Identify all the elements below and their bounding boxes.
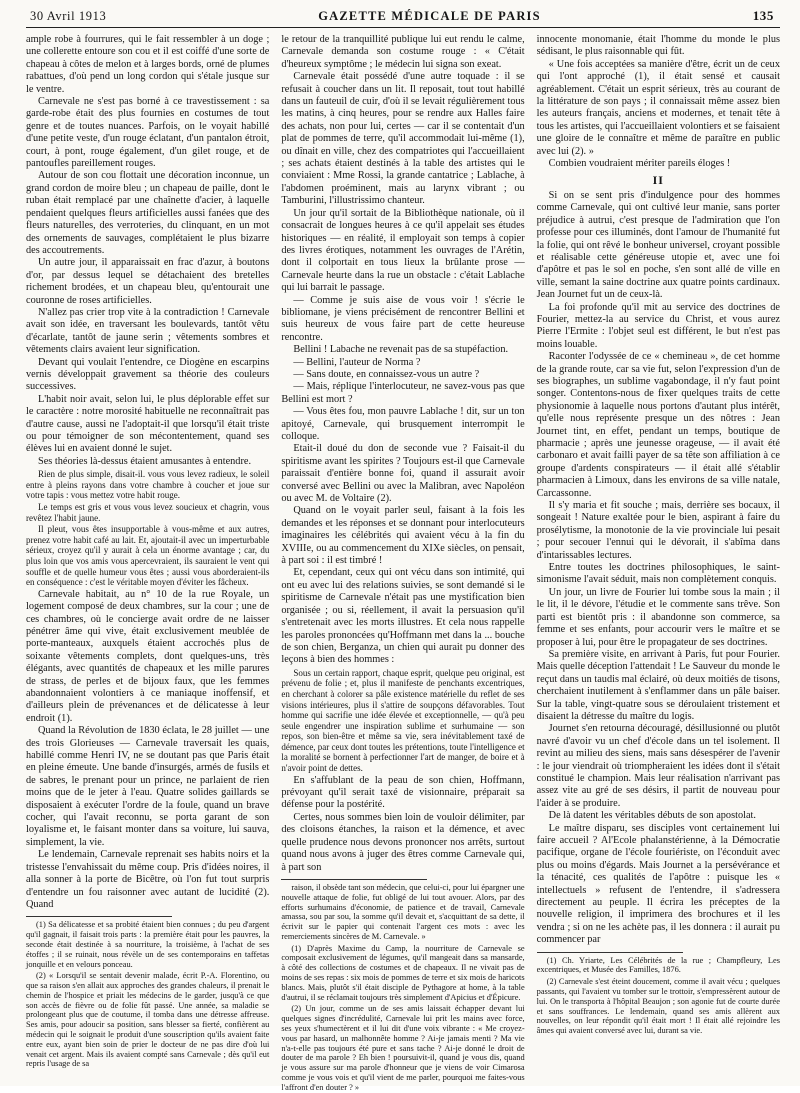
footnote: (2) Un jour, comme un de ses amis laissait échapper devant lui quelques signes d'incrédulité, Carnevale lui prit les mains avec force, ses yeux s'humectèrent et il lui dit d'une voix vibrante : « Me croyez-vous par hasard, un malhonnête homme ? Ai-je jamais menti ? Ma vie n'a-t-elle pas toujours été pure et sans tache ? Ai-je donné le droit de douter de ma parole ? Eh bien ! poursuivit-il, quand je vous dis, quand je vous assure sur ma parole d'honneur que je viens de voir Cimarosa comme je vous vois et qu'il vient de me parler, pourquoi me faites-vous l'affront d'en douter ? » (281, 1004, 525, 1092)
footnote-divider (537, 952, 683, 953)
dialogue-line: — Bellini, l'auteur de Norma ? (293, 356, 421, 368)
footnote: (2) « Lorsqu'il se sentait devenir malade, écrit P.-A. Florentino, ou que sa raison s'en allait aux approches des grandes chaleurs, il prenait le chemin de l'hospice et priait les médecins de le garder, jusqu'à ce que son accès de fièvre ou de folie fût passé. Une année, sa maladie se prolongeant plus que de coutume, il tomba dans une détresse affreuse. Ses amis, pour adoucir sa position, sans blesser sa fierté, confièrent au médecin qui le soignait le produit d'une souscription qu'ils avaient faite entre eux, ayant bien soin de prier le docteur de ne pas dire d'où lui venait cet argent. Mais ils avaient compté sans Carnevale ; dès qu'il eut repris l'usage de sa (26, 971, 270, 1069)
paragraph: De là datent les véritables débuts de son apostolat. (548, 810, 756, 822)
paragraph: La foi profonde qu'il mit au service des doctrines de Fourier, mettez-la au service du Christ, et vous aurez Pierre l'Ermite : l'objet seul est différent, le but n'est pas moins louable. (536, 301, 780, 350)
paragraph: Combien voudraient mériter pareils éloges ! (548, 158, 731, 170)
journal-title: GAZETTE MÉDICALE DE PARIS (318, 9, 541, 23)
column-1 (26, 34, 269, 1086)
footnote-divider (281, 879, 427, 880)
paragraph: Un autre jour, il apparaissait en frac d'azur, à boutons d'or, par dessus lequel se détachaient des bretelles richement brodées, et un chapeau bleu, qu'entourait une couronne de roses artificielles. (26, 257, 270, 306)
column-2 (281, 34, 525, 1092)
paragraph: Un jour, un livre de Fourier lui tombe sous la main ; il le lit, il le dévore, l'étudie et le commente sans trêve. Son parti est bientôt pris : il abandonne son commerce, sa femme et ses enfants, pour accourir vers le maître et se proposer à lui, pour être le propagateur de ses doctrines. (536, 586, 780, 648)
paragraph: Ses théories là-dessus étaient amusantes à entendre. (38, 455, 252, 467)
paragraph: le retour de la tranquillité publique lui eut rendu le calme, Carnevale demanda son costume rouge : « C'était d'heureux symptôme ; le médecin lui signa son exeat. (281, 34, 525, 70)
paragraph: Et, cependant, ceux qui ont vécu dans son intimité, qui ont eu avec lui des relations suivies, se sont demandé si le spiritisme de Carnevale n'était pas une mystification bien organisée ; ou si, réellement, il avait la persuasion qu'il s'entretenait avec les morts illustres. Et cela nous rappelle les paroles prononcées qu'Hoffmann met dans la ... bouche de son chien, Berganza, un chien qui aurait pu donner des leçons à bien des hommes : (281, 567, 525, 666)
paragraph: — Comme je suis aise de vous voir ! s'écrie le bibliomane, je viens précisément de rencontrer Bellini et suis heureux de vous faire part de cette heureuse rencontre. (281, 294, 525, 343)
paragraph: En s'affublant de la peau de son chien, Hoffmann, prévoyant qu'il serait taxé de visionnaire, préparait sa défense pour la postérité. (281, 774, 525, 811)
paragraph: Entre toutes les doctrines philosophiques, le saint-simonisme l'avait séduit, mais non complètement conquis. (536, 562, 780, 586)
quoted-text: Rien de plus simple, disait-il. vous vous levez radieux, le soleil entre à pleins rayons dans votre chambre à coucher et joue sur votre tapis : vous mettez votre habit rouge. (26, 469, 270, 501)
paragraph: Journet s'en retourna découragé, désillusionné ou plutôt navré d'avoir vu un chef d'école dans un tel isolement. Il revint au milieu des siens, mais sans désespérer de l'avenir : le jour viendrait où triompheraient les idées dont il s'était constitué le champion. Mais leur réalisation n'arrivant pas assez vite au gré de ses désirs, il partit de nouveau pour l'aider à se produire. (536, 723, 780, 809)
paragraph: Le maître disparu, ses disciples vont certainement lui faire accueil ? Al'Ecole phalanstérienne, à la Démocratie pacifique, organe de l'école fouriériste, on l'éconduit avec plus ou moins d'égards. Mais Journet a la persévérance et la ténacité, ces qualités de l'apôtre : puisque les « intellectuels » refusent de l'entendre, il s'adressera directement au peuple. Il écrira les préceptes de la nouvelle religion, il imprimera des brochures et il les vendra ; si on ne les achète pas, il les donnera : il aurait pu commencer par (536, 822, 780, 946)
paragraph: Autour de son cou flottait une décoration inconnue, un grand cordon de moire bleu ; un chapeau de paille, dont le ruban était remplacé par une chaînette d'acier, à laquelle pendaient quelques fleurs artificielles aussi fanées que des fleurs naturelles, des verroteries, du clinquant, en un mot des ornements de sauvages, complétaient le plus bizarre des accoutrements. (26, 170, 270, 256)
paragraph: Bellini ! Labache ne revenait pas de sa stupéfaction. (293, 344, 509, 356)
paragraph: Un jour qu'il sortait de la Bibliothèque nationale, où il consacrait de longues heures à ce qu'il appelait ses études historiques — en réalité, il employait son temps à copier des livres érotiques, notamment les ouvrages de l'Arétin, dont il colportait en tous lieux la brûlante prose — Carnevale heurte dans la rue un obstacle : c'était Lablache qui lui barrait le passage. (281, 207, 525, 294)
paragraph: Quand on le voyait parler seul, faisant à la fois les demandes et les réponses et se donnant pour interlocuteurs imaginaires les célébrités qui avaient vécu à la fin du XVIIIe, ou au commencement du XIXe siècles, on pensait, à part soi : il est timbré ! (281, 505, 525, 567)
issue-date: 30 Avril 1913 (30, 9, 107, 23)
paragraph: Devant qui voulait l'entendre, ce Diogène en escarpins vernis développait gravement sa théorie des couleurs successives. (26, 356, 270, 393)
footnote-divider (26, 916, 172, 917)
paragraph: Il s'y maria et fit souche ; mais, derrière ses bocaux, il songeait ! Nature exaltée pour le bien, aspirant à faire du prosélytisme, la monotonie de la vie provinciale lui pesait ; pour secouer l'ennui qui le dévorait, il s'abîma dans d'intarissables lectures. (536, 500, 780, 561)
paragraph: ample robe à fourrures, qui le fait ressembler à un doge ; une collerette entoure son cou et il est coiffé d'une sorte de chapeau à côtes de melon et à larges bords, orné de plumes rabattues, d'où pend un long cordon qui s'étale jusque sur le ventre. (26, 34, 270, 95)
paragraph: L'habit noir avait, selon lui, le plus déplorable effet sur le caractère : notre morosité habituelle ne reconnaîtrait pas d'autre cause, aussi ne l'adoptait-il que lorsqu'il était triste ou pour témoigner de son mécontentement, quand ses élèves lui en avaient donné le sujet. (26, 393, 270, 455)
paragraph: Certes, nous sommes bien loin de vouloir délimiter, par des cloisons étanches, la raison et la démence, et avec quelle prudence nous devons prononcer nos arrêts, surtout quand nous avons à juger des êtres comme Carnevale qui, à part son (281, 811, 525, 873)
quoted-text: Il pleut, vous êtes insupportable à vous-même et aux autres, prenez votre habit café au lait. Et, ajoutait-il avec un imperturbable sérieux, croyez qu'il y aurait à cela un énorme avantage ; car, du plus loin que vos amis vous apercevraient, ils sauraient le vent qui souffle et de quelle humeur vous êtes ; aussi vous aborderaient-ils en conséquence : c'est le véritable moyen d'éviter les fâcheux. (26, 524, 270, 588)
footnote: (1) Ch. Yriarte, Les Célébrités de la rue ; Champfleury, Les excentriques, et Musée des Familles, 1876. (536, 955, 780, 975)
footnote: (2) Carnevale s'est éteint doucement, comme il avait vécu ; quelques passants, qui l'avaient vu tomber sur le trottoir, s'empressèrent autour de lui. On le transporta à l'hôpital Beaujon ; son agonie fut de courte durée et sans souffrances. Le lendemain, quand ses amis allèrent aux nouvelles, on leur répondit qu'il était mort ! Il était allé rejoindre les âmes qui avaient conversé avec lui, durant sa vie. (536, 977, 780, 1036)
paragraph: Etait-il doué du don de seconde vue ? Faisait-il du spiritisme avant les spirites ? Toujours est-il que Carnevale paraissait d'entière bonne foi, quand il assurait avoir conversé avec Bellini ou avec la Malibran, avec Napoléon ou avec M. de Voltaire (2). (281, 443, 525, 505)
paragraph: N'allez pas crier trop vite à la contradiction ! Carnevale avait son idée, en traversant les boulevards, tantôt vêtu d'écarlate, tantôt de jaune serin ; vêtements sombres et vêtements clairs avaient leur signification. (26, 306, 270, 356)
quoted-text: Le temps est gris et vous vous levez soucieux et chagrin, vous revêtez l'habit jaune. (26, 502, 270, 523)
paragraph: Si on se sent pris d'indulgence pour des hommes comme Carnevale, qui ont cultivé leur manie, sans porter préjudice à autrui, c'est presque de l'admiration que l'on professe pour ces illuminés, dont l'amour de l'humanité fut la folie, qui ont rêvé le bonheur universel, croyant possible et réalisable cette généreuse utopie et, avec une foi d'apôtre et pas le sol en poche, s'en sont allé de ville en ville, semant la saine doctrine aux quatre points cardinaux. Jean Journet fut un de ceux-là. (536, 189, 780, 301)
paragraph: Le lendemain, Carnevale reprenait ses habits noirs et la tristesse l'envahissait du même coup. Pris d'idées noires, il alla sonner à la porte de Bicêtre, où l'on fut tout surpris d'entendre un fou raisonner avec autant de lucidité (2). Quand (26, 849, 270, 910)
quoted-text: Sous un certain rapport, chaque esprit, quelque peu original, est prévenu de folie ; et, plus il manifeste de penchants excentriques, en cherchant à colorer sa pâle existence matérielle du reflet de ses visions intérieures, plus il s'attire de soupçons défavorables. Tout homme qui sacrifie une idée élevée et exceptionnelle, — qu'à peu seule engendrer une inspiration sublime et surhumaine — son repos, son bien-être et même sa vie, sera inévitablement taxé de démence, par ceux dont toutes les prétentions, toute l'intelligence et la moralité se bornent à perfectionner l'art de manger, de boire et à n'avoir point de dettes. (281, 667, 525, 774)
section-heading: II (652, 173, 664, 188)
paragraph: « Une fois acceptées sa manière d'être, écrit un de ceux qui l'ont approché (1), il était sensé et causait agréablement. C'était un esprit sérieux, très au courant de la littérature de son pays ; il connaissait même assez bien les auteurs français, anciens et modernes, et tenait tête à tous les artistes, qui l'accueillaient volontiers et se faisaient une gloire de le connaître et même de paraître en public avec lui (2). » (536, 58, 780, 157)
paragraph: Carnevale ne s'est pas borné à ce travestissement : sa garde-robe était des plus fournies en costumes de tout genre et de toutes nuances. Parfois, on le voyait habillé d'une petite veste, d'un rouge éclatant, d'un pantalon étroit, court, à pont, rouge également, d'un gilet rouge, et de pantoufles pareillement rouges. (26, 96, 270, 170)
paragraph: Raconter l'odyssée de ce « chemineau », de cet homme de la grande route, car sa vie fut, selon l'expression d'un de ses biographes, un sublime vagabondage, il n'y faut point songer. Contentons-nous de fixer quelques traits de cette physionomie à laquelle nous portons d'autant plus intérêt, qu'elle nous représente presque un des nôtres : Jean Journet tint, en effet, pendant un temps, boutique de pharmacie ; après une jeunesse orageuse, — il avait été carbonaro et avait failli payer de sa tête son affiliation à ce groupe d'ardents conspirateurs — il était allé s'établir pharmacien à Limoux, dans les environs de sa ville natale, Carcassonne. (536, 351, 780, 499)
dialogue-line: — Mais, réplique l'interlocuteur, ne savez-vous pas que Bellini est mort ? (281, 381, 525, 405)
footnote: (1) D'après Maxime du Camp, la nourriture de Carnevale se composait exclusivement de légumes, qu'il mangeait dans sa mansarde, à côté des collections de costumes et de chapeaux. Il ne vivait pas de moins de ses repas : six mois de pommes de terre et six mois de haricots blancs. Mais, plutôt s'il était disciple de Pythagore at home, à la table d'autrui, il se réclamait toujours très simplement d'Apicius et d'Épicure. (281, 943, 525, 1002)
page-number: 135 (752, 8, 774, 23)
column-3 (537, 34, 780, 1086)
paragraph: Carnevale était possédé d'une autre toquade : il se refusait à coucher dans un lit. Il reposait, tout tout habillé dans un fauteuil de cuir, d'où il se levait régulièrement tous les matins, à cinq heures, pour se rendre aux Halles faire des achats, non pour lui, certes — car il se contentait d'un plat de pommes de terre, qu'il accommodait lui-même (1), ou dînait en ville, chez des compatriotes qui l'accueillaient ; ses achats étaient destinés à la table des artistes qui le conviaient : Mme Rossi, la grande cantatrice ; Lablache, à l'abdomen proéminent, mais au larynx vibrant ; ou Tamburini, l'illustrissimo chanteur. (281, 71, 525, 207)
paragraph: innocente monomanie, était l'homme du monde le plus sédisant, le plus raisonnable qui fût. (536, 34, 780, 58)
paragraph: Quand la Révolution de 1830 éclata, le 28 juillet — une des trois Glorieuses — Carnevale traversait les quais, habillé comme Henri IV, ne se doutant pas que Paris était en pleine émeute. Une bande d'insurgés, armés de fusils et de sabres, le prenant pour un prince, ne parlaient de rien moins que de le jeter à l'eau. Quatre solides gaillards se disposaient à exécuter l'ordre de la foule, quand un brave cocher, qui l'avait reconnu, se porta garant de son loyalisme et, le faisant monter dans sa voiture, lui sauva, simplement, la vie. (26, 725, 270, 848)
footnote: (1) Sa délicatesse et sa probité étaient bien connues ; du peu d'argent qu'il gagnait, il faisait trois parts : la première était pour les pauvres, la seconde était destinée à sa nourriture, la troisième, à l'achat de ses étoffes ; il se ruinait, nous révèle un de ses contemporains en taffetas jonquille et en velours ponceau. (26, 920, 270, 969)
footnote: raison, il obsède tant son médecin, que celui-ci, pour lui épargner une nouvelle attaque de folie, fut obligé de lui tout avouer. Alors, par des efforts surhumains d'économie, de patience et de travail, Carnevale amassa, sou par sou, la somme qu'il devait et, s'acquittant de sa dette, il écrivit sur le papier qui contenait l'argent ces mots : avec les remerciements sincères de M. Carnevale. » (281, 882, 525, 941)
paragraph: Carnevale habitait, au n° 10 de la rue Royale, un logement composé de deux chambres, sur la cour ; une de ces chambres, où le concierge avait ordre de ne laisser pénétrer âme qui vive, était exclusivement meublée de porte-manteaux, auxquels étaient accrochés plus de soixante vêtements complets, dont quelques-uns, très élégants, avec quantités de chapeaux et les mille parures de strass, de perles et de bijoux faux, que les femmes abandonnaient volontiers à ce maniaque inoffensif, et d'ailleurs plein de prévenances et de délicatesse à leur endroit (1). (26, 588, 270, 724)
paragraph: Sa première visite, en arrivant à Paris, fut pour Fourier. Mais quelle déception l'attendait ! Le Sauveur du monde le reçut dans un taudis mal éclairé, où deux moitiés de tisons, cherchaient inutilement à s'enflammer dans un pâle baiser. Sur la table, vingt-quatre sous se déroulaient tristement et disaient la détresse du maître du logis. (536, 648, 780, 722)
dialogue-line: — Vous êtes fou, mon pauvre Lablache ! dit, sur un ton apitoyé, Carnevale, qui brusquement interrompit le colloque. (281, 406, 525, 442)
page-header (26, 8, 780, 28)
article-columns (26, 34, 780, 1092)
dialogue-line: — Sans doute, en connaissez-vous un autre ? (293, 368, 480, 380)
